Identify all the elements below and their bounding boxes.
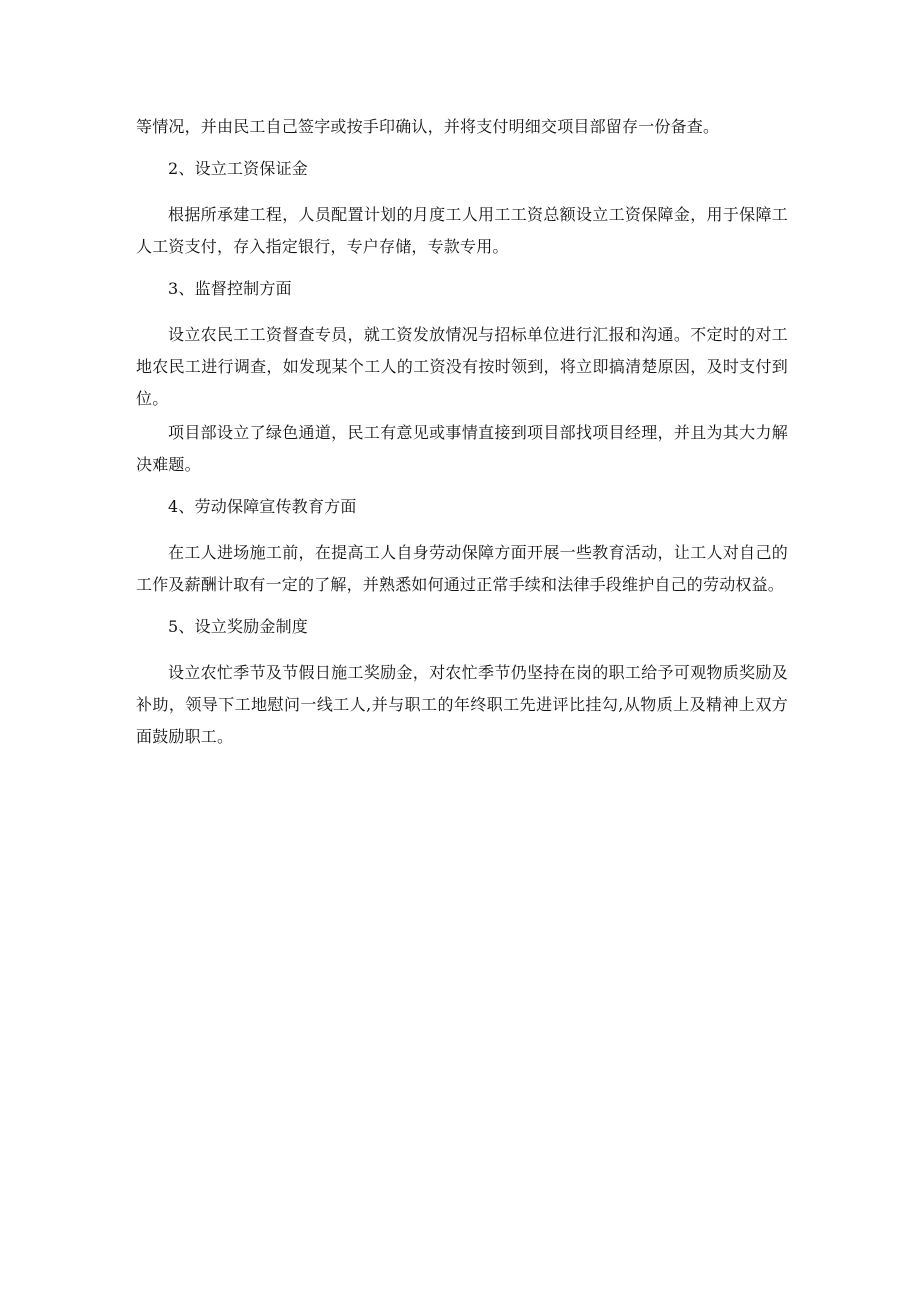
section-heading-education: 4、劳动保障宣传教育方面 [168, 497, 357, 516]
section-heading-wage-deposit: 2、设立工资保证金 [168, 159, 308, 178]
paragraph-wage-deposit: 根据所承建工程，人员配置计划的月度工人用工工资总额设立工资保障金，用于保障工人工资支付，存入指定银行，专户存储，专款专用。 [136, 205, 788, 256]
paragraph-supervision-2: 项目部设立了绿色通道，民工有意见或事情直接到项目部找项目经理，并且为其大力解决难题。 [136, 423, 788, 474]
continuation-paragraph: 等情况，并由民工自己签字或按手印确认，并将支付明细交项目部留存一份备查。 [136, 117, 720, 136]
section-heading-bonus: 5、设立奖励金制度 [168, 617, 308, 636]
paragraph-supervision-1: 设立农民工工资督查专员，就工资发放情况与招标单位进行汇报和沟通。不定时的对工地农民工进行调查，如发现某个工人的工资没有按时领到，将立即搞清楚原因，及时支付到位。 [136, 325, 788, 408]
document-body [136, 111, 788, 753]
section-heading-supervision: 3、监督控制方面 [168, 279, 292, 298]
paragraph-education: 在工人进场施工前，在提高工人自身劳动保障方面开展一些教育活动，让工人对自己的工作及薪酬计取有一定的了解，并熟悉如何通过正常手续和法律手段维护自己的劳动权益。 [136, 543, 788, 594]
paragraph-bonus: 设立农忙季节及节假日施工奖励金，对农忙季节仍坚持在岗的职工给予可观物质奖励及补助，领导下工地慰问一线工人,并与职工的年终职工先进评比挂勾,从物质上及精神上双方面鼓励职工。 [136, 663, 788, 746]
